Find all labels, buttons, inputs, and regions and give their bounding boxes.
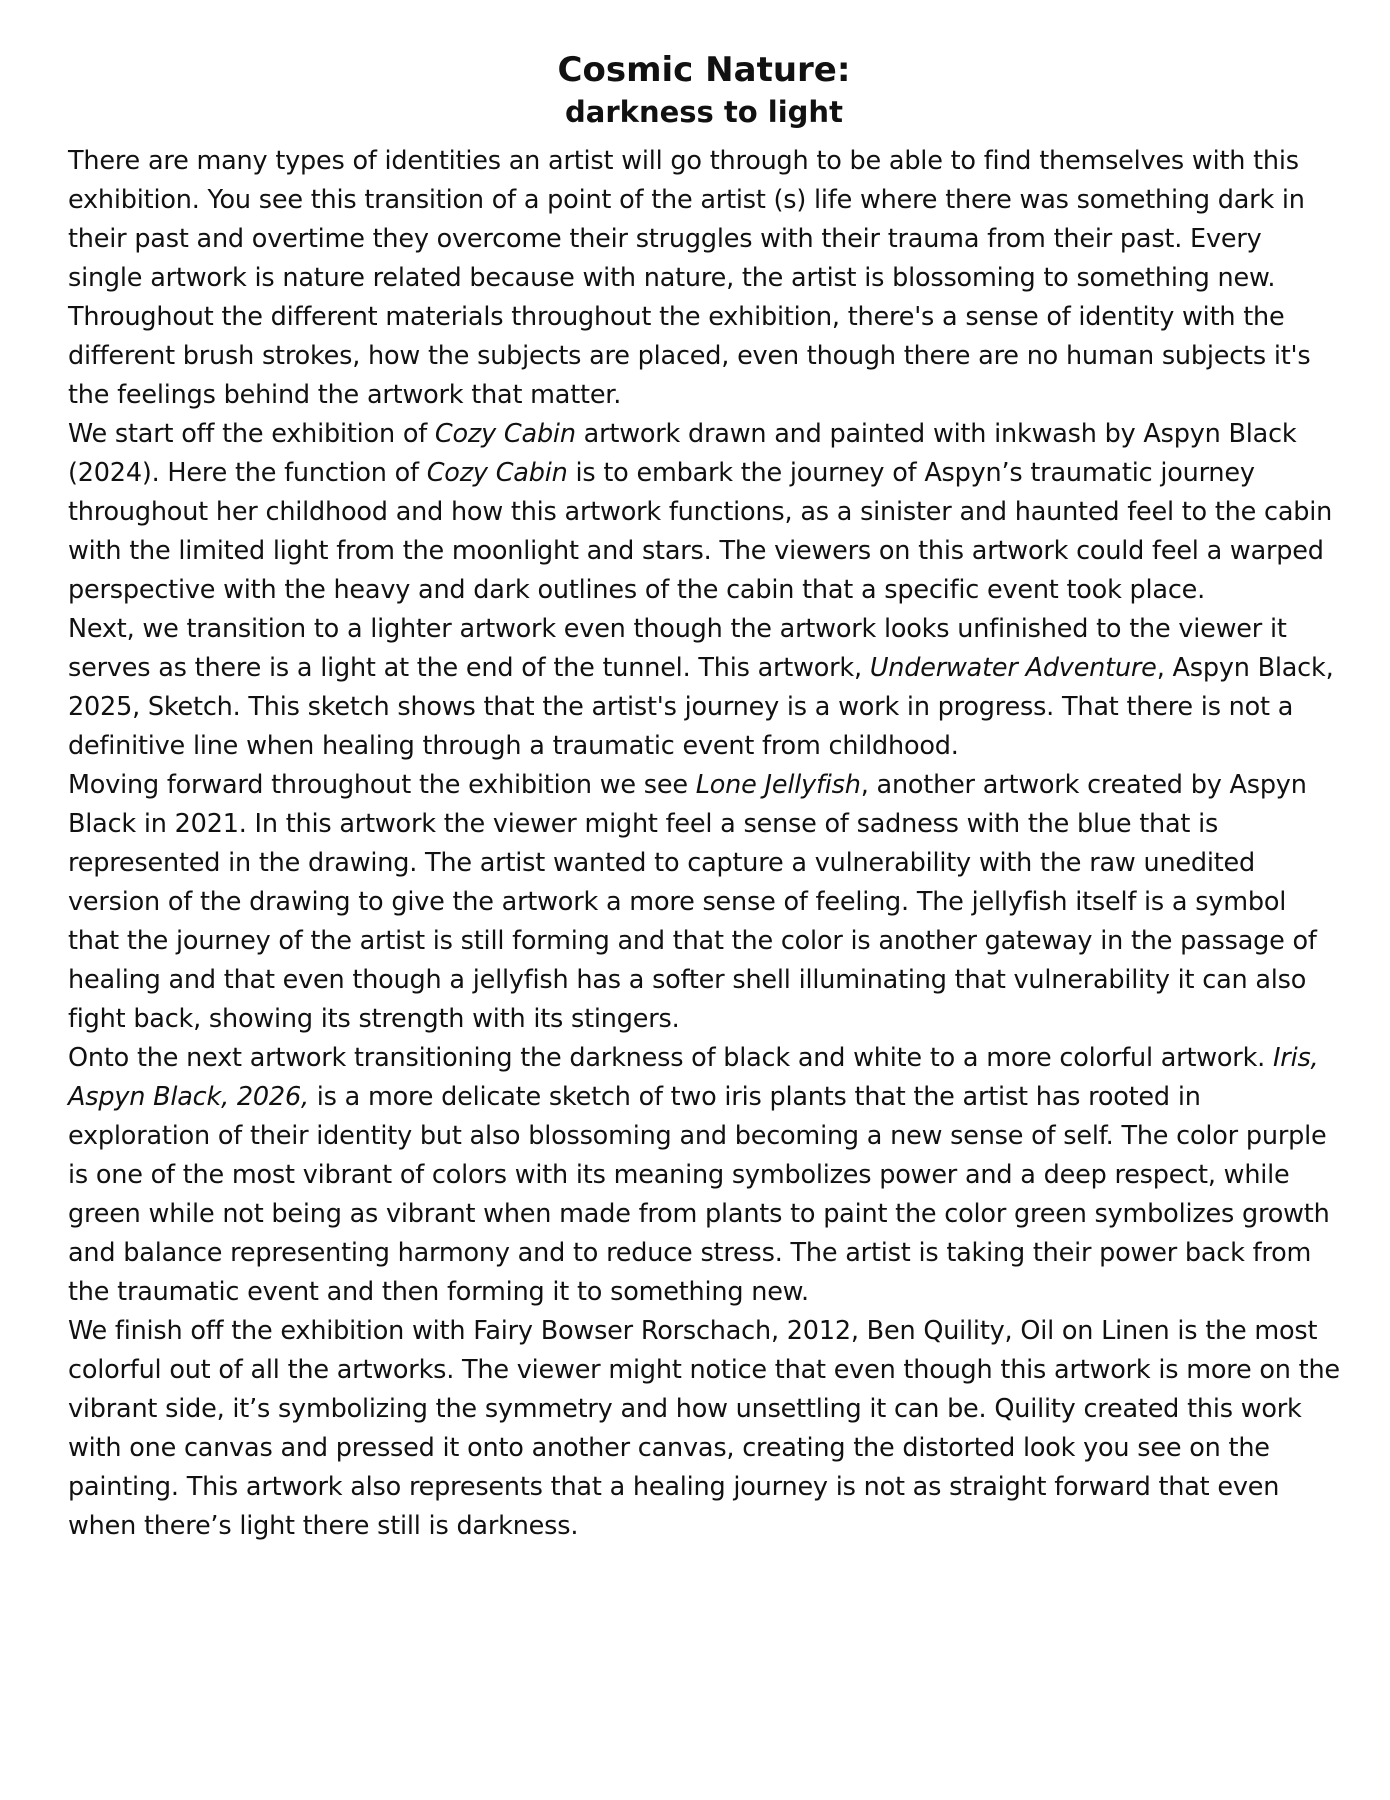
paragraph [68,415,1340,610]
paragraph-text: We start off the exhibition of [68,419,435,449]
paragraph-text: We finish off the exhibition with Fairy Bowser Rorschach, 2012, Ben Quility, Oil on Linen is the most colorful out of all the artworks. The viewer might notice that even though this artwork is more on the vibrant side, it’s symbolizing the symmetry and how unsettling it can be. Quility created this work with one canvas and pressed it onto another canvas, creating the distorted look you see on the painting. This artwork also represents that a healing journey is not as straight forward that even when there’s light there still is darkness. [68,1316,1340,1541]
document-body [68,142,1340,1546]
paragraph [68,766,1340,1039]
paragraph-text: Next, we transition to a lighter artwork even though the artwork looks unfinished to the viewer it serves as there is a light at the end of the tunnel. This artwork, [68,614,1287,683]
paragraph-text: There are many types of identities an artist will go through to be able to find themselves with this exhibition. You see this transition of a point of the artist (s) life where there was something dark in their past and overtime they overcome their struggles with their trauma from their past. Every single artwork is nature related because with nature, the artist is blossoming to something new. Throughout the different materials throughout the exhibition, there's a sense of identity with the different brush strokes, how the subjects are placed, even though there are no human subjects it's the feelings behind the artwork that matter. [68,146,1311,410]
artwork-title-text: Cozy Cabin [426,458,568,488]
paragraph-text: Moving forward throughout the exhibition we see [68,770,696,800]
paragraph [68,142,1340,415]
paragraph [68,1039,1340,1312]
paragraph-text: artwork drawn and painted with inkwash by Aspyn Black (2024). Here the function of [68,419,1297,488]
paragraph-text: Onto the next artwork transitioning the darkness of black and white to a more colorful artwork. [68,1043,1273,1073]
artwork-title-text: Lone Jellyfish [695,770,861,800]
artwork-title-text: Cozy Cabin [434,419,576,449]
paragraph-text: , another artwork created by Aspyn Black in 2021. In this artwork the viewer might feel a sense of sadness with the blue that is represented in the drawing. The artist wanted to capture a vulnerability with the raw unedited version of the drawing to give the artwork a more sense of feeling. The jellyfish itself is a symbol that the journey of the artist is still forming and that the color is another gateway in the passage of healing and that even though a jellyfish has a softer shell illuminating that vulnerability it can also fight back, showing its strength with its stingers. [68,770,1317,1034]
paragraph-text: is to embark the journey of Aspyn’s traumatic journey throughout her childhood and how this artwork functions, as a sinister and haunted feel to the cabin with the limited light from the moonlight and stars. The viewers on this artwork could feel a warped perspective with the heavy and dark outlines of the cabin that a specific event took place. [68,458,1333,605]
paragraph-text: is a more delicate sketch of two iris plants that the artist has rooted in exploration of their identity but also blossoming and becoming a new sense of self. The color purple is one of the most vibrant of colors with its meaning symbolizes power and a deep respect, while green while not being as vibrant when made from plants to paint the color green symbolizes growth and balance representing harmony and to reduce stress. The artist is taking their power back from the traumatic event and then forming it to something new. [68,1082,1330,1307]
paragraph [68,1312,1340,1546]
document-subtitle: darkness to light [565,95,843,129]
artwork-title-text: Underwater Adventure [869,653,1157,683]
artwork-title-text: Iris, Aspyn Black, 2026, [68,1043,1319,1112]
paragraph [68,610,1340,766]
paragraph-text: , Aspyn Black, 2025, Sketch. This sketch shows that the artist's journey is a work in progress. That there is not a definitive line when healing through a traumatic event from childhood. [68,653,1334,761]
document-title: Cosmic Nature: [557,50,851,90]
